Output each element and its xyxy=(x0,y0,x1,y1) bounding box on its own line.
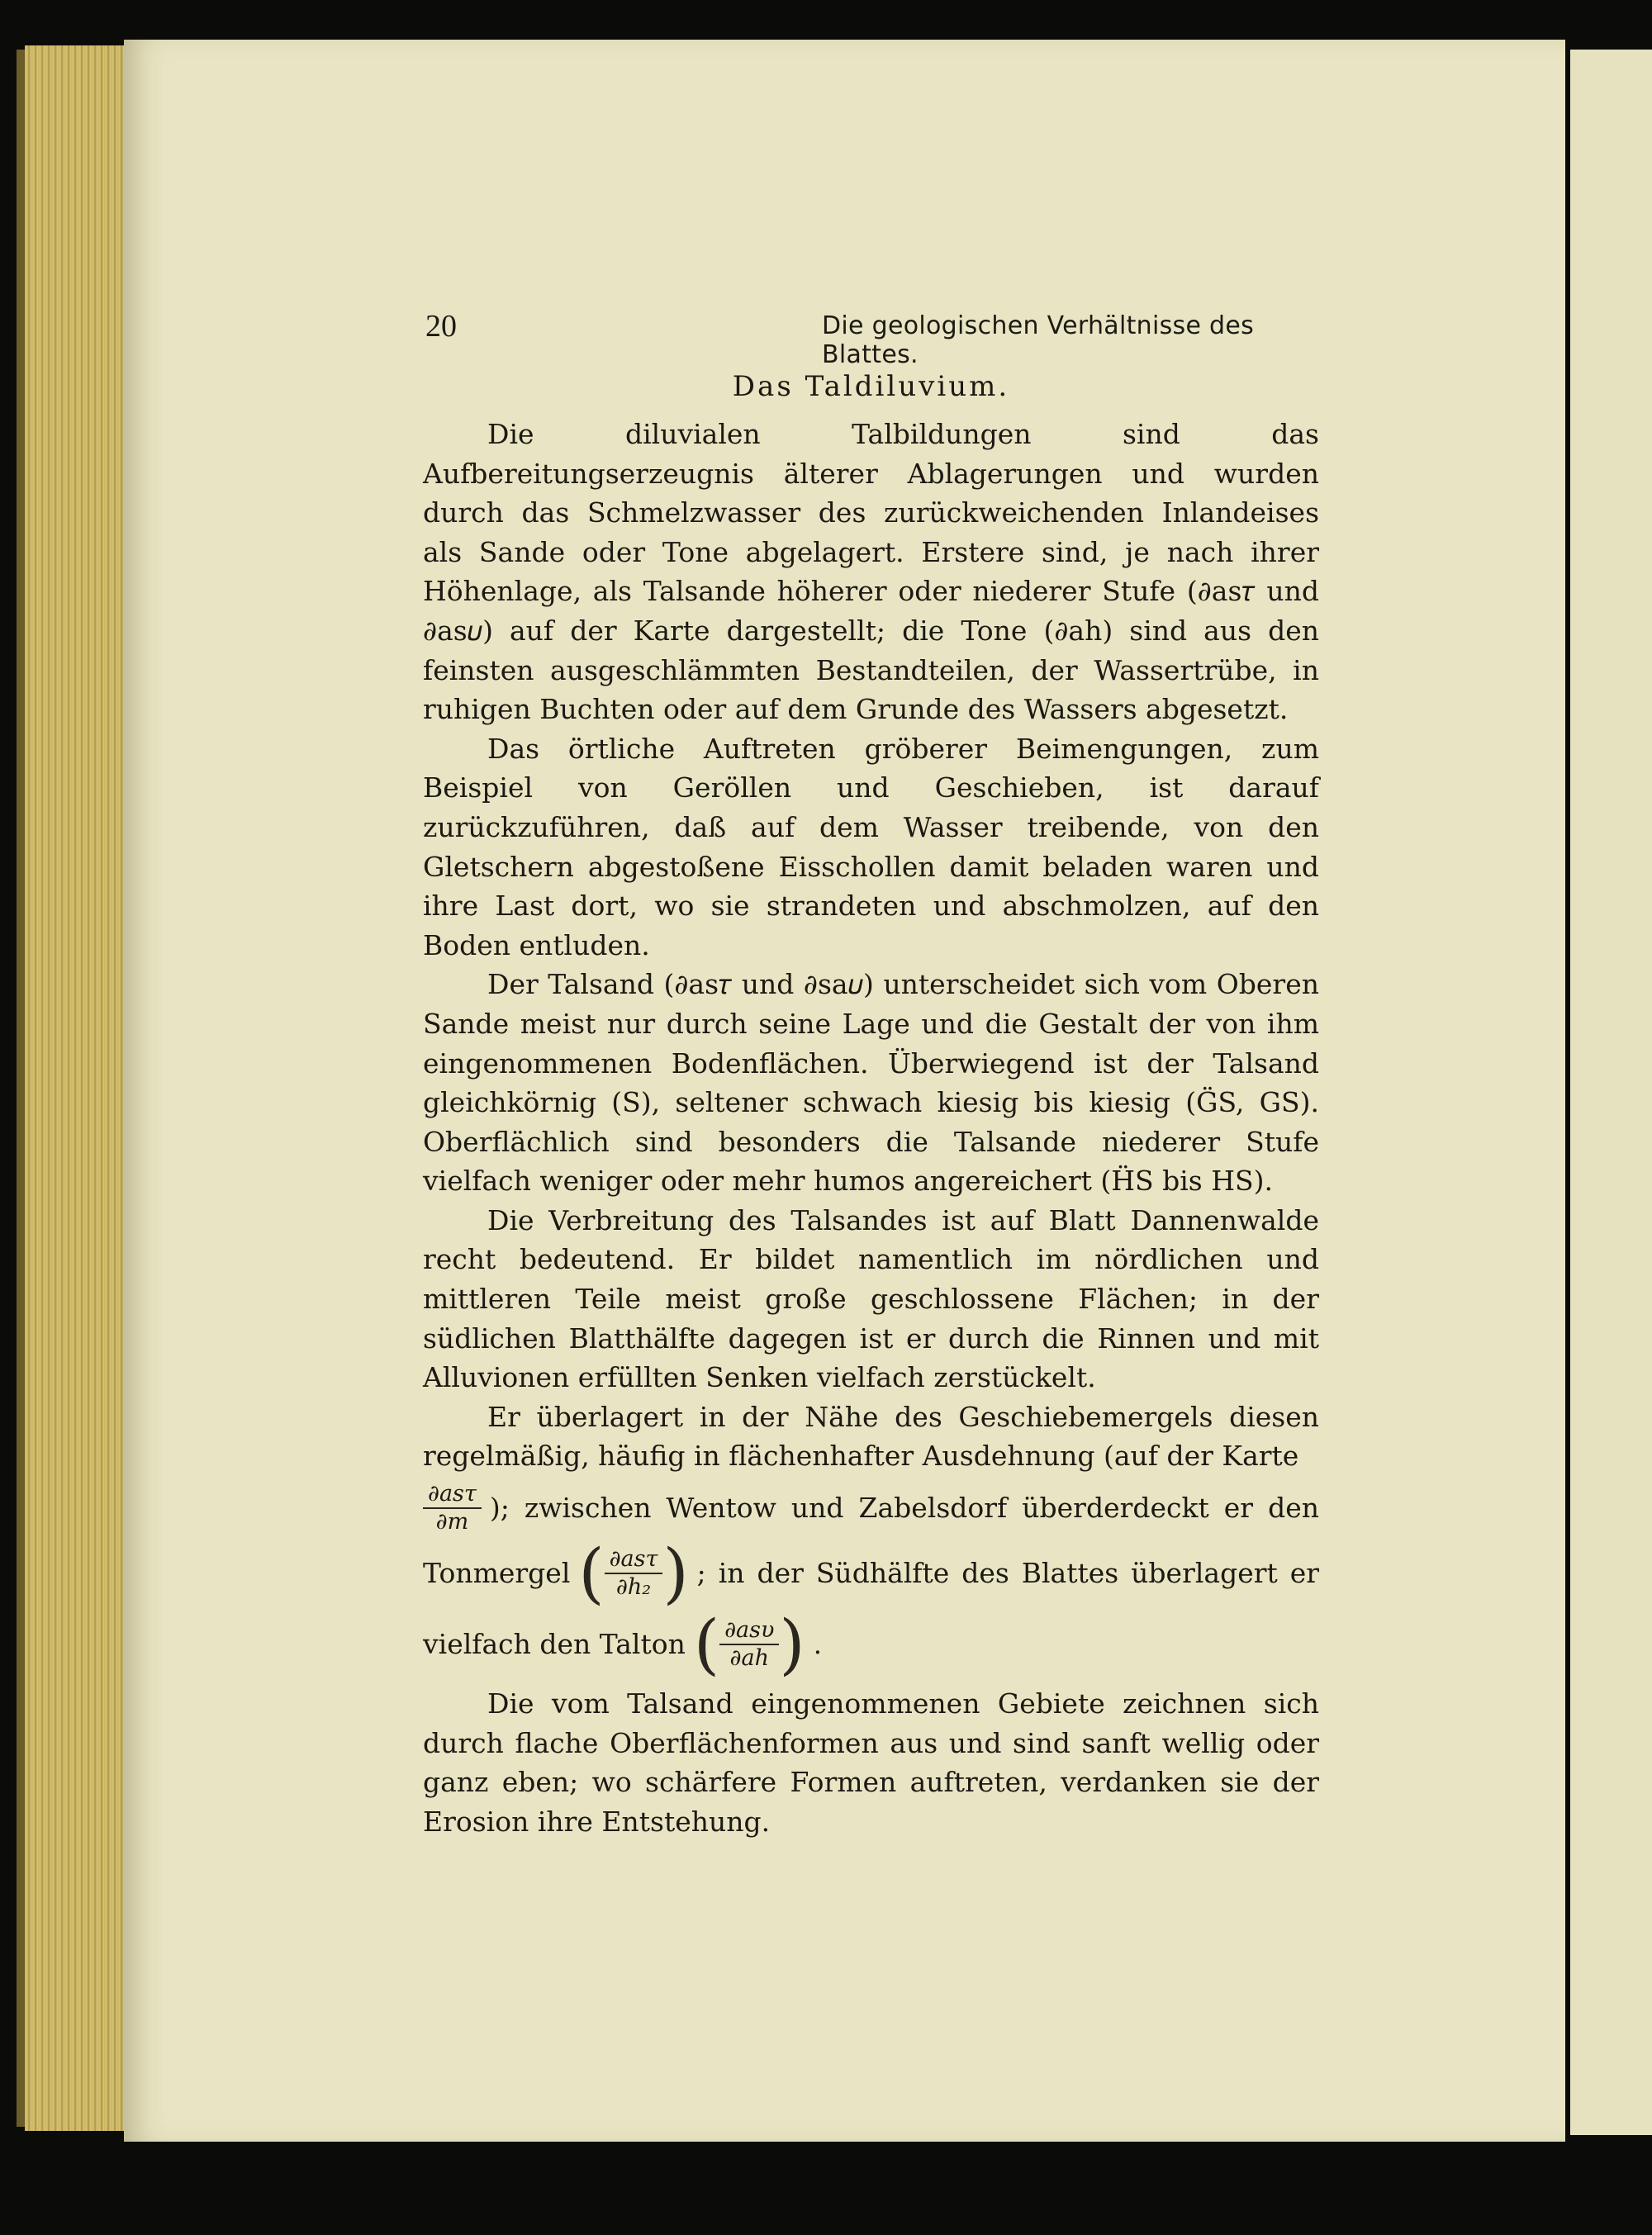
paragraph-3: Der Talsand (∂as𝜏 und ∂sa𝜐) unterscheidet sich vom Oberen Sande meist nur durch seine Lage und die Gestalt der von ihm eingenommenen Bodenflächen. Überwiegend ist der Talsand gleichkörnig (S), seltener schwach kiesig bis kiesig (G̈S, GS). Oberflächlich sind besonders die Talsande niederer Stufe vielfach weniger oder mehr humos angereichert (ḦS bis HS). xyxy=(423,968,1319,1198)
fraction-denominator: ∂ah xyxy=(729,1645,769,1672)
formula-line-3-suffix: . xyxy=(813,1628,823,1661)
page-edges-stack xyxy=(25,45,132,2131)
paren-left: ( xyxy=(578,1535,605,1612)
formula-line-2-prefix: Tonmergel xyxy=(423,1557,571,1590)
fraction-numerator: ∂as𝜏 xyxy=(423,1481,482,1509)
formula-line-2 xyxy=(423,1535,1319,1612)
fraction-numerator: ∂as𝜐 xyxy=(719,1617,779,1645)
section-title: Das Taldiluvium. xyxy=(732,370,1010,403)
formula-line-1-text: ); zwischen Wentow und Zabelsdorf überderdeckt er den xyxy=(489,1492,1319,1525)
paragraph-2: Das örtliche Auftreten gröberer Beimengungen, zum Beispiel von Geröllen und Geschieben, ist darauf zurückzuführen, daß auf dem Wasser treibende, von den Gletschern abgestoßene Eisschollen damit beladen waren und ihre Last dort, wo sie strandeten und abschmolzen, auf den Boden entluden. xyxy=(423,732,1319,961)
formula-line-3 xyxy=(423,1606,1319,1683)
formula-line-3-prefix: vielfach den Talton xyxy=(423,1628,686,1661)
page-header xyxy=(301,308,1317,369)
fraction-denominator: ∂m xyxy=(435,1509,469,1535)
formula-dast-over-dh2 xyxy=(578,1535,689,1612)
page-number: 20 xyxy=(425,309,457,344)
body-text xyxy=(423,363,1319,1841)
paren-right: ) xyxy=(779,1606,805,1683)
formula-line-2-text: ; in der Südhälfte des Blattes überlagert er xyxy=(696,1557,1319,1590)
paragraph-6: Die vom Talsand eingenommenen Gebiete zeichnen sich durch flache Oberflächenformen aus und sind sanft wellig oder ganz eben; wo schärfere Formen auftreten, verdanken sie der Erosion ihre Entstehung. xyxy=(423,1687,1319,1838)
paragraph-4: Die Verbreitung des Talsandes ist auf Blatt Dannenwalde recht bedeutend. Er bildet namentlich im nördlichen und mittleren Teile meist große geschlossene Flächen; in der südlichen Blatthälfte dagegen ist er durch die Rinnen und mit Alluvionen erfüllten Senken vielfach zerstückelt. xyxy=(423,1203,1319,1394)
running-head: Die geologischen Verhältnisse des Blattes. xyxy=(822,311,1255,369)
formula-dasu-over-dah xyxy=(693,1606,805,1683)
formula-dast-over-dm xyxy=(423,1481,482,1535)
paren-left: ( xyxy=(693,1606,720,1683)
fraction xyxy=(605,1546,663,1601)
fraction-numerator: ∂as𝜏 xyxy=(605,1546,663,1574)
facing-page-edge xyxy=(1565,50,1652,2135)
fraction xyxy=(423,1481,482,1535)
paragraph-1: Die diluvialen Talbildungen sind das Aufbereitungserzeugnis älterer Ablagerungen und wurden durch das Schmelzwasser des zurückweichenden Inlandeises als Sande oder Tone abgelagert. Erstere sind, je nach ihrer Höhenlage, als Talsande höherer oder niederer Stufe (∂as𝜏 und ∂as𝜐) auf der Karte dargestellt; die Tone (∂ah) sind aus den feinsten ausgeschlämmten Bestandteilen, der Wassertrübe, in ruhigen Buchten oder auf dem Grunde des Wassers abgesetzt. xyxy=(423,418,1319,726)
formula-line-1 xyxy=(423,1481,1319,1535)
fraction xyxy=(719,1617,779,1672)
fraction-denominator: ∂h₂ xyxy=(615,1574,652,1601)
paragraph-5: Er überlagert in der Nähe des Geschiebemergels diesen regelmäßig, häufig in flächenhafter Ausdehnung (auf der Karte xyxy=(423,1400,1319,1473)
paren-right: ) xyxy=(662,1535,689,1612)
